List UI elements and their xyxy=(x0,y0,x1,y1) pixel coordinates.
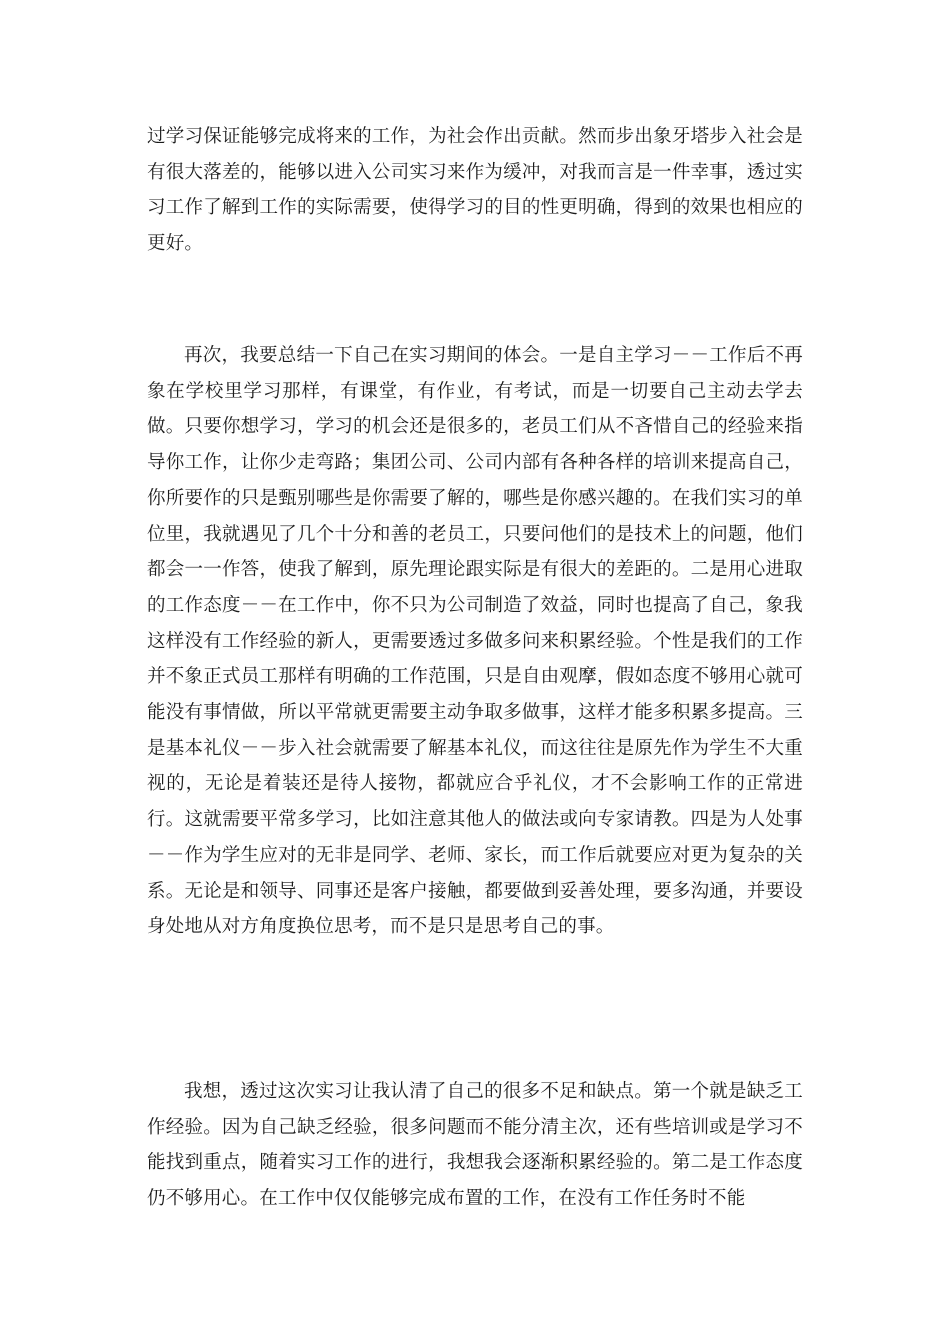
paragraph-continuation: 过学习保证能够完成将来的工作，为社会作出贡献。然而步出象牙塔步入社会是有很大落差的，能够以进入公司实习来作为缓冲，对我而言是一件幸事，透过实习工作了解到工作的实际需要，使得学习的目的性更明确，得到的效果也相应的更好。 xyxy=(147,126,803,255)
paragraph-experience-summary: 再次，我要总结一下自己在实习期间的体会。一是自主学习－－工作后不再象在学校里学习那样，有课堂，有作业，有考试，而是一切要自己主动去学去做。只要你想学习，学习的机会还是很多的，老员工们从不吝惜自己的经验来指导你工作，让你少走弯路；集团公司、公司内部有各种各样的培训来提高自己，你所要作的只是甄别哪些是你需要了解的，哪些是你感兴趣的。在我们实习的单位里，我就遇见了几个十分和善的老员工，只要问他们的是技术上的问题，他们都会一一作答，使我了解到，原先理论跟实际是有很大的差距的。二是用心进取的工作态度－－在工作中，你不只为公司制造了效益，同时也提高了自己，象我这样没有工作经验的新人，更需要透过多做多问来积累经验。个性是我们的工作并不象正式员工那样有明确的工作范围，只是自由观摩，假如态度不够用心就可能没有事情做，所以平常就更需要主动争取多做事，这样才能多积累多提高。三是基本礼仪－－步入社会就需要了解基本礼仪，而这往往是原先作为学生不大重视的，无论是着装还是待人接物，都就应合乎礼仪，才不会影响工作的正常进行。这就需要平常多学习，比如注意其他人的做法或向专家请教。四是为人处事－－作为学生应对的无非是同学、老师、家长，而工作后就要应对更为复杂的关系。无论是和领导、同事还是客户接触，都要做到妥善处理，要多沟通，并要设身处地从对方角度换位思考，而不是只是思考自己的事。 xyxy=(147,345,803,938)
paragraph-shortcomings: 我想，透过这次实习让我认清了自己的很多不足和缺点。第一个就是缺乏工作经验。因为自己缺乏经验，很多问题而不能分清主次，还有些培训或是学习不能找到重点，随着实习工作的进行，我想我会逐渐积累经验的。第二是工作态度仍不够用心。在工作中仅仅能够完成布置的工作，在没有工作任务时不能 xyxy=(147,1081,803,1210)
